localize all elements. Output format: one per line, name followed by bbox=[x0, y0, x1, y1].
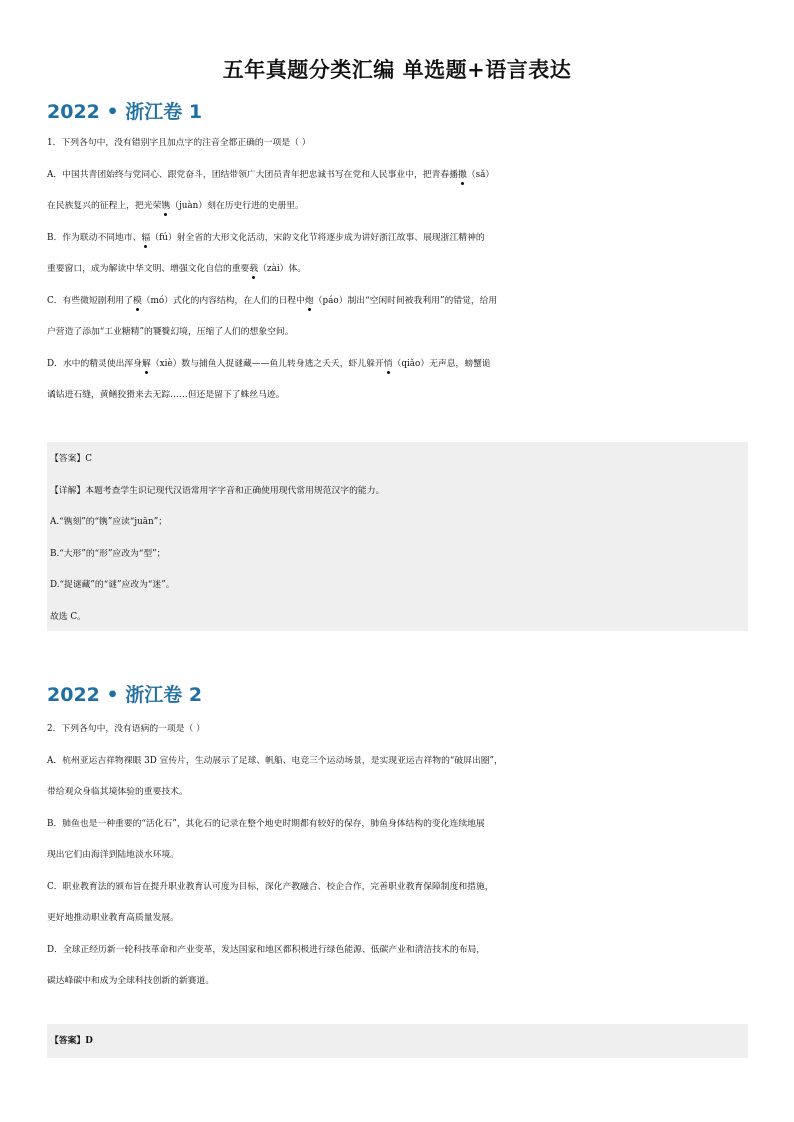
dotted-char: 载 bbox=[249, 264, 259, 274]
question-1 bbox=[47, 128, 747, 412]
option-b-line-1: B．肺鱼也是一种重要的“活化石”，其化石的记录在整个地史时期都有较好的保存，肺鱼身体结构的变化连续地展 bbox=[47, 818, 485, 829]
section-heading: 2022 • 浙江卷 2 bbox=[47, 684, 203, 706]
dotted-char: 炮 bbox=[304, 295, 314, 306]
option-c-line-1: C．职业教育法的颁布旨在提升职业教育认可度为目标，深化产教融合、校企合作，完善职业教育保障制度和措施， bbox=[47, 881, 494, 892]
dotted-char: 悄 bbox=[383, 358, 393, 369]
option-d-line-2: 碳达峰碳中和成为全球科技创新的新赛道。 bbox=[47, 976, 215, 986]
section-heading: 2022 • 浙江卷 1 bbox=[47, 101, 203, 123]
explain-a: A.“镌刻”的“镌”应读“juān”； bbox=[50, 517, 168, 527]
option-d-line-1: D．全球正经历新一轮科技革命和产业变革，发达国家和地区都积极进行绿色能源、低碳产业和清洁技术的布局， bbox=[47, 944, 486, 955]
answer-box bbox=[47, 1024, 748, 1058]
option-b-line-2: 现出它们由海洋到陆地淡水环境。 bbox=[47, 850, 179, 860]
conclusion: 故选 C。 bbox=[50, 611, 86, 622]
option-a-line-2: 带给观众身临其境体验的重要技术。 bbox=[47, 787, 188, 797]
option-c-line-1: C．有些微短剧利用了模（mó）式化的内容结构，在人们的日程中炮（páo）制出“空闲时间被我利用”的错觉，给用 bbox=[47, 295, 498, 306]
question-2 bbox=[47, 714, 747, 998]
option-c-line-2: 户营造了添加“工业糖精”的饕餮幻境，压缩了人们的想象空间。 bbox=[47, 327, 294, 337]
explain-d: D.“捉谜藏”的“谜”应改为“迷”。 bbox=[50, 580, 175, 590]
dotted-char: 镌 bbox=[161, 201, 171, 211]
option-b-line-2: 重要窗口，成为解读中华文明、增强文化自信的重要载（zài）体。 bbox=[47, 264, 307, 274]
dotted-char: 模 bbox=[132, 295, 142, 306]
option-d-line-2: 谲钻进石缝，黄鳝狡猾来去无踪……但还是留下了蛛丝马迹。 bbox=[47, 390, 285, 400]
answer-box bbox=[47, 442, 748, 631]
explain-b: B.“大形”的“形”应改为“型”； bbox=[50, 548, 166, 559]
dotted-char: 撒 bbox=[458, 169, 467, 180]
answer-line: 【答案】C bbox=[50, 454, 92, 464]
dotted-char: 解 bbox=[142, 358, 151, 369]
option-d-line-1: D．水中的精灵使出浑身解（xiè）数与捕鱼人捉谜藏——鱼儿转身逃之夭夭，虾儿躲开悄（qiǎo）无声息，螃蟹诡 bbox=[47, 358, 491, 369]
option-c-line-2: 更好地推动职业教育高质量发展。 bbox=[47, 913, 179, 923]
option-a-line-1: A．中国共青团始终与党同心、跟党奋斗，团结带领广大团员青年把忠诚书写在党和人民事业中，把青春播撒（sǎ） bbox=[47, 169, 495, 180]
question-stem: 2．下列各句中，没有语病的一项是（ ） bbox=[47, 724, 205, 734]
option-b-line-1: B．作为联动不同地市、辐（fú）射全省的大形文化活动，宋韵文化节将逐步成为讲好浙江故事、展现浙江精神的 bbox=[47, 232, 485, 243]
option-a-line-1: A．杭州亚运吉祥物裸眼 3D 宣传片，生动展示了足球、帆船、电竞三个运动场景，是实现亚运吉祥物的“破屏出圈”， bbox=[47, 755, 503, 766]
answer-line: 【答案】D bbox=[50, 1036, 93, 1046]
option-a-line-2: 在民族复兴的征程上，把光荣镌（juàn）刻在历史行进的史册里。 bbox=[47, 201, 304, 211]
detail-line: 【详解】本题考查学生识记现代汉语常用字字音和正确使用现代常用规范汉字的能力。 bbox=[50, 485, 385, 496]
dotted-char: 辐 bbox=[141, 232, 151, 243]
page-title: 五年真题分类汇编 单选题+语言表达 bbox=[222, 57, 572, 82]
question-stem: 1．下列各句中，没有错别字且加点字的注音全都正确的一项是（ ） bbox=[47, 138, 311, 148]
